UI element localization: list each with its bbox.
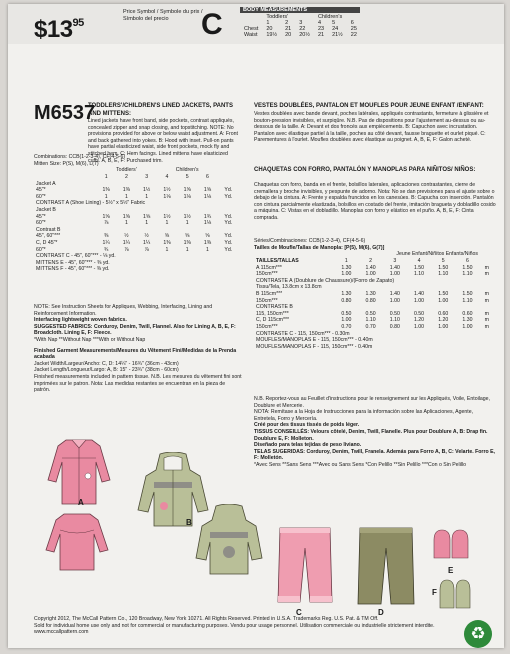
metric-cell: 1.10: [365, 317, 376, 324]
metric-cell: 1.30: [365, 291, 376, 298]
yardage-row-label: 60"*: [36, 193, 46, 200]
metric-cell: 0.50: [413, 310, 425, 317]
metric-row-label: A 115cm***: [256, 264, 282, 271]
metric-row-label: 150cm***: [256, 271, 278, 278]
yardage-cell: 1¾: [203, 213, 212, 220]
metric-cell: 1.10: [462, 271, 473, 278]
yardage-row: [34, 260, 239, 267]
yardage-cell: 1⅜: [102, 187, 110, 194]
metric-cell: 3: [393, 258, 397, 265]
yardage-row: [34, 207, 239, 214]
yardage-cell: 1: [185, 220, 189, 227]
yardage-cell: 1: [165, 220, 169, 227]
yardage-row: [34, 200, 239, 207]
body-measurements-title: BODY MEASUREMENTS: [240, 7, 360, 13]
yardage-cell: 1: [145, 193, 149, 200]
metric-cell: 1: [344, 258, 348, 265]
metric-cell: 1.00: [413, 297, 425, 304]
metric-cell: m: [484, 291, 489, 298]
yardage-cell: ⅝: [164, 233, 170, 240]
yardage-cell: 1½: [163, 187, 171, 194]
right-note-2: Créé pour des tissus tissés de poids léger.: [254, 422, 360, 429]
yardage-cell: ½: [124, 233, 129, 240]
metric-cell: 1.40: [365, 264, 376, 271]
metric-cell: 1.00: [365, 271, 376, 278]
yardage-cell: 1⅝: [122, 213, 130, 220]
metric-groups: Jeune Enfant/Niñitos Enfants/Niños: [396, 251, 478, 258]
yardage-cell: 1⅝: [102, 213, 110, 220]
price-label: Price Symbol / Symbole du prix / Símbolo del precio: [123, 9, 203, 22]
metric-cell: 0.60: [438, 310, 449, 317]
yardage-cell: ½: [144, 233, 149, 240]
mittens-f-drawing: [436, 578, 474, 612]
yardage-size-4: 4: [165, 174, 169, 181]
metric-cell: 1.10: [462, 297, 473, 304]
yardage-row: [34, 240, 239, 247]
yardage-cell: 1¼: [122, 240, 130, 247]
metric-cell: 0.70: [341, 324, 352, 331]
metric-cell: 1.50: [413, 264, 425, 271]
footer-usage: Sold for individual home use only and not for commercial or manufacturing purposes. Vendu pour usage personnel. Utilisation commerciale ou industrielle strictement interdite. www.mccallpattern.com: [34, 622, 435, 636]
metric-cell: 0.80: [365, 297, 376, 304]
metric-cell: m: [484, 324, 489, 331]
yardage-cell: 1⅜: [183, 240, 191, 247]
metric-cell: 5: [441, 258, 445, 265]
metric-cell: 1.10: [389, 317, 400, 324]
combinations: Combinations: CCB(1-2-3-4), CF(4-5-6): [34, 154, 126, 160]
english-description: Lined jackets have front band, side pockets, contrast appliqués, concealed zipper and snap closing, and topstitching. NOTE: No provisions provided for above or below waist adjustment. A: Front and back gathered into yokes. B: Hood with inset. Pull-on pants have partial elasticized waist, side front pockets, mock fly and stitched hem. C: Hem facings. Lined mittens have elasticized cuffs. A, B, E, F: Purchased trim.: [88, 118, 238, 164]
yardage-cell: Yd.: [224, 246, 233, 253]
yardage-sizes-row: [34, 174, 239, 181]
yardage-row: [34, 227, 239, 234]
metric-cell: 0.70: [365, 324, 376, 331]
pants-c-drawing: [276, 524, 334, 606]
yardage-cell: ⅜: [103, 233, 109, 240]
metric-row: [254, 317, 494, 324]
bm-size-2: 2: [285, 20, 289, 26]
yardage-row: [34, 220, 239, 227]
yardage-cell: Yd.: [224, 187, 233, 194]
bm-group-toddlers: Toddlers': [266, 14, 289, 20]
yardage-cell: 1⅝: [183, 187, 191, 194]
figure-label-b: B: [186, 518, 192, 527]
metric-row-label: MOUFLES/MANOPLAS E - 115, 150cm*** - 0.40m: [256, 337, 373, 344]
metric-row-label: CONTRASTE A (Doublure de Chaussure)/(Forro de Zapato): [256, 277, 395, 284]
yardage-cell: 1⅛: [203, 220, 212, 227]
metric-cell: 1.00: [389, 271, 400, 278]
right-note-6: *Avec Sens **Sans Sens ***Avec ou Sans Sens *Con Pelillo **Sin Pelillo ***Con o Sin Pelillo: [254, 461, 467, 468]
yardage-size-1: 1: [104, 174, 108, 181]
bm-cell: 23: [317, 26, 325, 32]
figure-label-c: C: [296, 608, 302, 617]
figure-label-a: A: [78, 498, 84, 507]
metric-cell: 1.50: [462, 264, 473, 271]
metric-row: [254, 271, 494, 278]
metric-cell: 1.10: [413, 271, 425, 278]
mittens-e-drawing: [430, 528, 470, 564]
bm-cell: 22: [350, 32, 357, 38]
yardage-cell: Yd.: [224, 233, 233, 240]
metric-cell: 1.00: [413, 324, 425, 331]
metric-row: [254, 278, 494, 285]
right-notes: [254, 396, 496, 469]
right-note-3: TISSUS CONSEILLÉS: Velours côtelé, Denim, Twill, Flanelle. Plus pour Doublure A, B: Drap fin. Doublure E, F: Molleton.: [254, 428, 488, 442]
finished-row-1: Jacket Length/Longueur/Largo: A, B: 15" - 23¾" (38cm - 60cm): [34, 367, 179, 374]
metric-row-label: B 115cm***: [256, 291, 283, 298]
metric-cell: 1.00: [341, 317, 352, 324]
yardage-row-label: MITTENS F - 45", 60"*** - ⅜ yd.: [36, 266, 110, 273]
metric-cell: 0.50: [389, 310, 400, 317]
yardage-row-label: C, D 45"*: [36, 240, 58, 247]
yardage-cell: 1⅛: [203, 193, 212, 200]
metric-row-label: C, D 115cm***: [256, 317, 290, 324]
yardage-row: [34, 180, 239, 187]
metric-cell: 1.00: [462, 324, 473, 331]
metric-row: [254, 284, 494, 291]
metric-row: [254, 330, 494, 337]
bm-cell: 20: [285, 32, 292, 38]
metric-row: [254, 311, 494, 318]
metric-table: [254, 258, 494, 350]
metric-cell: 1.00: [341, 271, 352, 278]
bm-size-4: 4: [317, 20, 321, 26]
bm-size-6: 6: [350, 20, 354, 26]
metric-row-label: 115, 150cm***: [256, 310, 289, 317]
price: $\$13^{95}$: [34, 16, 84, 43]
french-description: Vestes doublées avec bande devant, poches latérales, appliqués contrastants, fermeture à glissière et bouton-pression invisibles, et surpiqûre. N.B. Pas de dispositions pour l'ajustement au-dessus ou au-dessous de la taille. A: Devant et dos froncés aux empiècements. B: Capuchon avec incrustation. Pantalon avec élastique partiel à la taille, poches au côté devant, fausse braguette et ourlet piqué. C: Parementures à l'ourlet. Moufles doublées avec élastique au poignet. A, B, E, F: Galon acheté.: [254, 111, 489, 144]
metric-row-label: Tissu/Tela, 13.8cm x 13.8cm: [256, 284, 322, 291]
footer: [34, 616, 444, 636]
yardage-cell: ⅞: [103, 220, 109, 227]
yardage-row-label: 45", 60"***: [36, 233, 61, 240]
metric-cell: 1.40: [413, 291, 425, 298]
bm-cell: 20: [266, 26, 273, 32]
metric-row: [254, 258, 494, 265]
yardage-cell: 1¼: [102, 240, 110, 247]
metric-row-label: MOUFLES/MANOPLAS F - 115, 150cm*** - 0.40m: [256, 343, 373, 350]
yardage-cell: ⅝: [205, 233, 210, 240]
yardage-row: [34, 266, 239, 273]
metric-cell: 1.40: [389, 264, 400, 271]
notes-instructions: NOTE: See Instruction Sheets for Appliques, Webbing, Interfacing, Lining and Reinforcement Information.: [34, 304, 213, 317]
yardage-row: [34, 233, 239, 240]
metric-cell: [480, 258, 494, 265]
yardage-cell: 1½: [143, 187, 151, 194]
yardage-row-label: Contrast B: [36, 226, 61, 233]
metric-cell: m: [484, 271, 489, 278]
metric-row: [254, 264, 494, 271]
yardage-table: [34, 167, 239, 273]
yardage-cell: 1½: [183, 213, 191, 220]
yardage-row: [34, 253, 239, 260]
bm-group-children: Children's: [317, 14, 343, 20]
bm-size-3: 3: [299, 20, 303, 26]
figure-label-e: E: [448, 566, 454, 575]
yardage-group-children: Children's: [175, 167, 199, 174]
metric-cell: 2: [369, 258, 373, 265]
yardage-cell: 1⅜: [122, 187, 130, 194]
english-yardage: [34, 154, 242, 273]
yardage-group-toddlers: Toddlers': [116, 167, 137, 174]
yardage-row: [34, 246, 239, 253]
metric-cell: 0.80: [389, 324, 400, 331]
recycle-icon: ♻: [464, 620, 492, 648]
metric-row-label: CONTRASTE B: [256, 304, 293, 311]
english-title: TODDLERS'/CHILDREN'S LINED JACKETS, PANTS AND MITTENS:: [88, 103, 233, 117]
metric-cell: 1.00: [438, 324, 449, 331]
metric-cell: 1.30: [341, 291, 352, 298]
notes-light-fabrics: Interfacing lightweight woven fabrics.: [34, 317, 127, 324]
metric-cell: m: [484, 317, 489, 324]
yardage-row-label: 60"*: [36, 220, 46, 227]
yardage-cell: 1¼: [143, 240, 151, 247]
yardage-cell: ⅝: [185, 233, 190, 240]
yardage-cell: 1: [206, 246, 209, 253]
metric-cell: m: [484, 264, 489, 271]
english-notes: [34, 304, 242, 394]
yardage-cell: 1⅝: [143, 213, 151, 220]
yardage-cell: Yd.: [224, 220, 233, 227]
yardage-row-label: CONTRAST A (Shoe Lining) - 5½" x 5½" Fabric: [36, 200, 146, 207]
bm-size-1: 1: [266, 20, 270, 26]
yardage-row-label: 45"*: [36, 213, 46, 220]
pants-d-drawing: [356, 524, 416, 608]
yardage-cell: ¾: [103, 246, 109, 253]
yardage-cell: Yd.: [224, 193, 233, 200]
notes-nap: *With Nap **Without Nap ***With or Without Nap: [34, 336, 146, 343]
spanish-title: CHAQUETAS CON FORRO, PANTALÓN Y MANOPLAS PARA NIÑITOS/ NIÑOS:: [254, 167, 476, 173]
yardage-cell: 1⅝: [203, 187, 212, 194]
metric-cell: 1.00: [438, 297, 449, 304]
metric-row-label: 150cm***: [256, 324, 278, 331]
metric-row-label: 150cm***: [256, 297, 278, 304]
finished-row-0: Jacket Width/Largeur/Ancho: C, D: 14¼" - 16¾" (36cm - 43cm): [34, 360, 179, 367]
metric-cell: 1.20: [438, 317, 449, 324]
yardage-cell: Yd.: [224, 240, 233, 247]
bm-cell: 25: [350, 26, 357, 32]
yardage-cell: 1½: [163, 213, 171, 220]
yardage-row-label: Jacket A: [36, 180, 56, 187]
metric-row-label: CONTRASTE C - 115, 150cm*** - 0.30m: [256, 330, 350, 337]
bm-cell: 21: [317, 32, 325, 38]
yardage-size-5: 5: [185, 174, 189, 181]
yardage-cell: 1: [124, 193, 128, 200]
metric-row: [254, 297, 494, 304]
yardage-row: [34, 213, 239, 220]
yardage-cell: ⅞: [124, 246, 129, 253]
metric-cell: 1.50: [462, 291, 473, 298]
jacket-b-back-drawing: [194, 504, 264, 576]
metric-cell: 6: [466, 258, 469, 265]
right-note-5: TELAS SUGERIDAS: Corduroy, Denim, Twill, Franela. Además para Forro A, B, C: Velarte. Forro E, F: Molletón.: [254, 448, 495, 462]
right-note-0: N.B. Reportez-vous au Feuillet d'instructions pour le renseignement sur les Appliqués, Voile, Entoilage, Doublure et Mercerie.: [254, 396, 490, 409]
metric-cell: 0.50: [341, 310, 352, 317]
figure-label-f: F: [432, 588, 437, 597]
metric-row: [254, 291, 494, 298]
pattern-number: M6537: [34, 102, 96, 124]
footer-copyright: Copyright 2012, The McCall Pattern Co., 120 Broadway, New York 10271. All Rights Reserved. Printed in U.S.A. Trademarks Reg. U.S. Pat. & TM Off.: [34, 616, 379, 622]
finished-title: Finished Garment Measurements/Mesures du Vêtement Fini/Medidas de la Prenda acabada: [34, 347, 237, 361]
metric-row: [254, 337, 494, 344]
right-note-4: Diseñado para telas tejidas de peso liviano.: [254, 442, 362, 449]
french-title: VESTES DOUBLÉES, PANTALON ET MOUFLES POUR JEUNE ENFANT /ENFANT:: [254, 103, 484, 109]
bm-chest-row: Chest 20 21 22 23 24 25: [240, 26, 361, 32]
yardage-cell: 1⅜: [203, 240, 212, 247]
metric-cell: 1.00: [389, 297, 400, 304]
yardage-cell: 1⅛: [183, 193, 191, 200]
metric-cell: 1.50: [438, 291, 449, 298]
metric-cell: m: [484, 310, 489, 317]
body-measurements: [240, 7, 502, 38]
bm-cell: 19½: [266, 32, 278, 38]
yardage-size-3: 3: [145, 174, 149, 181]
metric-cell: 1.40: [389, 291, 400, 298]
notes-suggested-fabrics: SUGGESTED FABRICS: Corduroy, Denim, Twill, Flannel. Also for Lining A, B, E, F: Broadcloth. Lining E, F: Fleece.: [34, 323, 236, 337]
yardage-cell: 1⅛: [163, 193, 171, 200]
metric-cell: 1.20: [413, 317, 425, 324]
metric-cell: 1.10: [438, 271, 449, 278]
yardage-cell: Yd.: [224, 213, 233, 220]
pattern-envelope-back: [8, 4, 504, 648]
size-letter: C: [201, 8, 223, 41]
metric-cell: 1.30: [462, 317, 473, 324]
metric-row-label: TAILLES/TALLAS: [256, 258, 299, 265]
yardage-cell: 1: [104, 193, 108, 200]
yardage-row: [34, 187, 239, 194]
metric-cell: 0.80: [341, 297, 352, 304]
jacket-a-back-drawing: [44, 512, 110, 572]
yardage-cell: ⅞: [144, 246, 149, 253]
bm-size-5: 5: [332, 20, 336, 26]
yardage-cell: 1: [145, 220, 149, 227]
mitten-sizes: Mitten Size: P(S), M(6), L(7): [34, 160, 99, 167]
yardage-cell: 1: [124, 220, 128, 227]
top-band: [8, 4, 504, 44]
metric-series: Séries/Combinaciones: CCB(1-2-3-4), CF(4-5-6): [254, 238, 366, 244]
yardage-size-6: 6: [206, 174, 209, 181]
metric-yardage: [254, 238, 498, 350]
bm-cell: 22: [299, 26, 306, 32]
metric-cell: 4: [417, 258, 421, 265]
metric-cell: 1.50: [438, 264, 449, 271]
metric-cell: 0.60: [462, 310, 473, 317]
yardage-row-label: 60"*: [36, 246, 46, 253]
metric-row: [254, 324, 494, 331]
metric-cell: 0.50: [365, 310, 376, 317]
metric-mitten-sizes: Tailles de Moufle/Tallas de Manopla: [P(5), M(6), G(7)]: [254, 244, 385, 251]
bm-cell: 21: [285, 26, 292, 32]
metric-row: [254, 304, 494, 311]
metric-cell: m: [484, 297, 489, 304]
yardage-row-label: Jacket B: [36, 207, 56, 214]
finished-row-2: Finished measurements included in pattern tissue. N.B. Les mesures du vêtement fini sont imprimées sur le patron. Nota: Las medidas restantes se encuentran en la pieza de patrón.: [34, 373, 242, 394]
metric-row: [254, 344, 494, 351]
metric-cell: 1.30: [341, 264, 352, 271]
yardage-row-label: CONTRAST C - 45", 60"*** - ⅛ yd.: [36, 253, 116, 260]
bm-cell: 24: [332, 26, 339, 32]
bm-cell: 20½: [299, 32, 310, 38]
bm-waist-row: Waist 19½ 20 20½ 21 21½ 22: [240, 32, 361, 38]
yardage-row-label: MITTENS E - 45", 60"*** - ⅜ yd.: [36, 259, 110, 266]
yardage-cell: 1: [165, 246, 169, 253]
yardage-row-label: 45"*: [36, 187, 46, 194]
yardage-cell: 1: [185, 246, 189, 253]
yardage-size-2: 2: [124, 174, 128, 181]
right-note-1: NOTA: Remítase a la Hoja de Instrucciones para la información sobre las Aplicaciones, Agente, Entretela, Forro y Mercería.: [254, 409, 474, 422]
spanish-description: Chaquetas con forro, banda en el frente, bolsillos laterales, aplicaciones contrastantes, cierre de cremallera y broche invisibles, y pespunte de adorno. Nota: No se dan previsiones para el ajuste sobre o debajo de la cintura. A: Frente y espalda fruncidos en los canesúes. B: Capucha con inserción. Pantalón con cintura parcialmente elastizada, bolsillos en costado del frente, imitación bragueta y dobladillo cosido a máquina. C: Vistas en el dobladillo. Manoplas con forro y elástico en el puño. A, B, E, F: Cinta comprada.: [254, 182, 496, 221]
bm-cell: 21½: [332, 32, 343, 38]
yardage-cell: 1⅜: [163, 240, 171, 247]
body-measurements-table: [240, 14, 361, 38]
figure-label-d: D: [378, 608, 384, 617]
